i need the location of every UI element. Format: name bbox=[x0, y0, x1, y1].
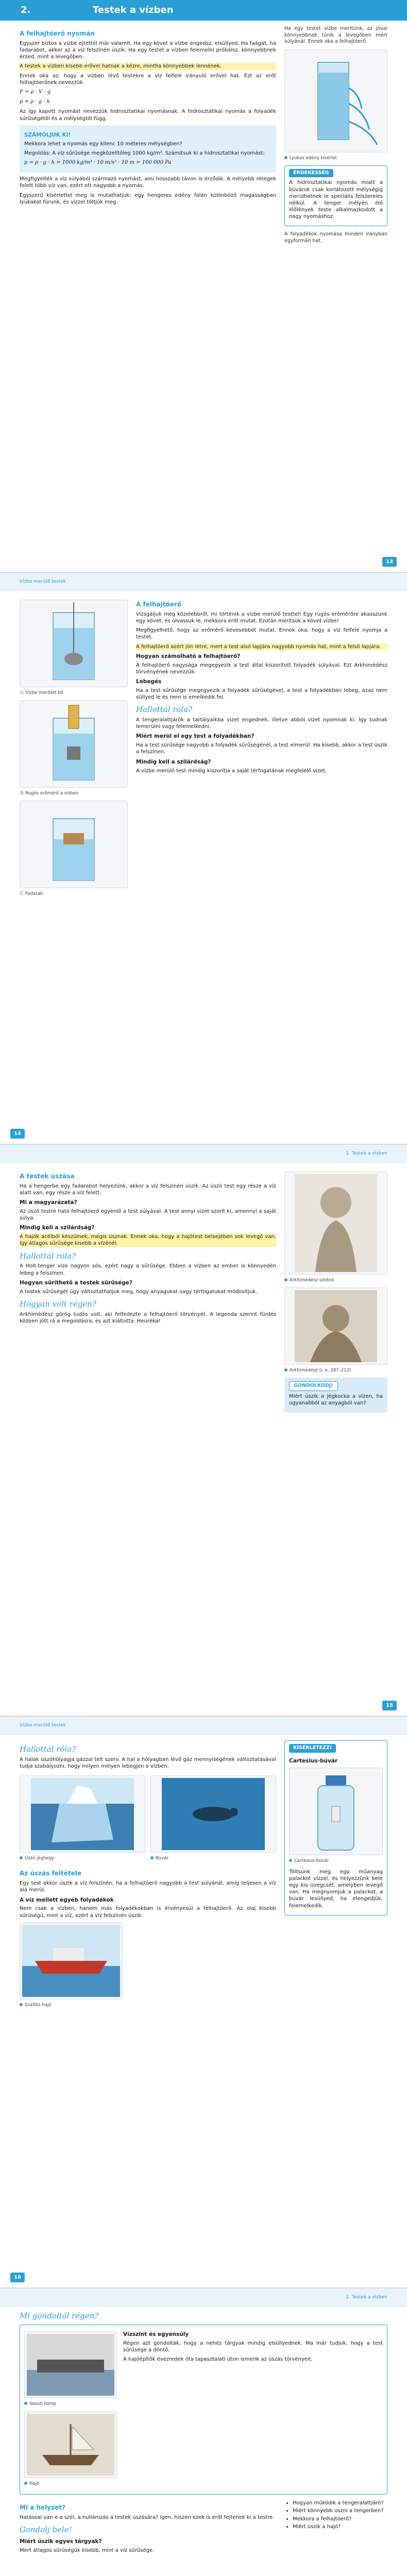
question-list bbox=[293, 2500, 387, 2530]
chapter-number: 2. bbox=[0, 0, 93, 21]
figure-c bbox=[20, 801, 128, 888]
running-header bbox=[0, 573, 407, 591]
list-item: • Miért úszik a hajó? bbox=[293, 2523, 387, 2530]
bottle-illustration bbox=[305, 1770, 367, 1853]
figure-caption: Ⓐ Vízbe merített kő bbox=[20, 690, 63, 696]
page-number: 13 bbox=[382, 557, 397, 567]
experiment-title: Cartesius-búvár bbox=[289, 1757, 338, 1764]
paragraph: Az úszó testre ható felhajtóerő egyenlő a test súlyával. A test annyi vizet szorít ki, amennyi a saját súlya. bbox=[20, 1209, 276, 1222]
list-item: • Mekkora a felhajtóerő? bbox=[293, 2516, 387, 2522]
page-number: 16 bbox=[10, 2273, 25, 2282]
side-note: Ha egy testet vízbe merítünk, az jóval könnyebbnek tűnik a levegőben mért súlyánál. Ennek oka a felhajtóerő. bbox=[284, 26, 387, 45]
figure-caption: Vasúti komp bbox=[24, 2401, 117, 2407]
subheading: Miért merül el egy test a folyadékban? bbox=[136, 733, 255, 740]
side-note: A folyadékok nyomása minden irányban egyformán hat. bbox=[284, 231, 387, 244]
paragraph: Nem csak a vízben, hanem más folyadékokban is érvényesül a felhajtóerő. Az olaj kisebb sűrűségű, mint a víz, ezért a víz felszínén úszik. bbox=[20, 1906, 276, 1919]
highlight-paragraph: A felhajtóerő azért jön létre, mert a test alsó lapjára nagyobb nyomás hat, mint a felső lapjára. bbox=[136, 643, 387, 650]
running-header bbox=[0, 2289, 407, 2307]
experiment-box bbox=[284, 1740, 387, 1916]
figure-holed-vessel bbox=[284, 49, 387, 152]
highlight-paragraph: A hajók acélból készülnek, mégis úsznak. Ennek oka, hogy a hajótest belsejében sok levegő van, így átlagos sűrűsége kisebb a vízénél. bbox=[20, 1234, 276, 1247]
figure-caption: Arkhimédész szobra bbox=[284, 1278, 387, 1283]
figure-caption: Cartesius-búvár bbox=[289, 1858, 383, 1864]
script-heading: Hallottál róla? bbox=[20, 1744, 76, 1754]
figure-diver bbox=[150, 1775, 276, 1853]
page-number: 14 bbox=[10, 1129, 25, 1139]
experiment-text: Töltsünk meg egy műanyag palackot vízzel, és helyezzünk bele egy kis üvegcsét, amelyben levegő van. Ha megnyomjuk a palackot, a búvár lesüllyed, ha elengedjük, felemelkedik. bbox=[289, 1869, 383, 1909]
subheading: Mi a magyarázata? bbox=[20, 1199, 77, 1206]
header-text: 2. Testek a vízben bbox=[346, 1151, 387, 1157]
holed-vessel-illustration bbox=[290, 52, 382, 150]
figure-iceberg bbox=[20, 1775, 145, 1853]
paragraph: Hatással van-e a szél, a hullámzás a testek úszására? Igen, hiszen ezek is erőt fejtenek ki a testre. bbox=[20, 2515, 275, 2521]
experiment-tag: KÍSÉRLETEZZ! bbox=[289, 1744, 336, 1753]
paragraph: A hajóépítők évezredek óta tapasztalati úton ismerik az úszás törvényeit. bbox=[123, 2357, 313, 2363]
box-answer: Megoldás: A víz sűrűsége megközelítőleg 1000 kg/m³. Számítsuk ki a hidrosztatikai nyomást: bbox=[24, 150, 265, 156]
figure-ship bbox=[20, 1922, 123, 1999]
subheading: Mindig kell a szilárdság? bbox=[20, 1225, 95, 1231]
figure-ferry bbox=[24, 2331, 117, 2398]
subheading: A víz mellett egyéb folyadékok bbox=[20, 1896, 114, 1903]
subheading: Miért úszik egyes tárgyak? bbox=[20, 2538, 102, 2545]
figure-old-ship bbox=[24, 2411, 117, 2478]
list-item: • Hogyan működik a tengeralattjáró? bbox=[293, 2500, 387, 2506]
subheading: Hogyan sűríthető a testek sűrűsége? bbox=[20, 1279, 132, 1286]
paragraph: A halak úszóhólyagja gázzal telt szerv. A hal a hólyagban lévő gáz mennyiségének változtatásával tudja szabályozni, hogy milyen mélyen lebegjen a vízben. bbox=[20, 1756, 276, 1769]
paragraph: Régen azt gondolták, hogy a nehéz tárgyak mindig elsüllyednek. Ma már tudjuk, hogy a test sűrűsége a döntő. bbox=[123, 2340, 383, 2353]
script-heading: Mi gondoltál régen? bbox=[20, 2311, 99, 2320]
script-heading: Hogyan volt régen? bbox=[20, 1299, 96, 1309]
paragraph: Ha a hengerbe egy fadarabot helyezünk, akkor a víz felszínén úszik. Az úszó test egy része a víz alatt van, egy része a víz felett. bbox=[20, 1183, 276, 1196]
think-text: Miért úszik a jégkocka a vízen, ha ugyanabból az anyagból van? bbox=[289, 1393, 383, 1406]
ferry-illustration bbox=[27, 2334, 114, 2396]
paragraph: Mert átlagos sűrűségük kisebb, mint a víz sűrűsége. bbox=[20, 2547, 155, 2553]
think-box bbox=[284, 1378, 387, 1413]
page-16 bbox=[0, 1716, 407, 2287]
wood-floating-illustration bbox=[35, 803, 112, 886]
paragraph: Egy test akkor úszik a víz felszínén, ha a felhajtóerő nagyobb a test súlyánál, amíg teljesen a víz alá merül. bbox=[20, 1880, 276, 1893]
interest-text: A hidrosztatikai nyomás miatt a búvárok csak korlátozott mélységig merülhetnek le speciális felszerelés nélkül. A tenger mélyén élő élőlények teste alkalmazkodott a nagy nyomáshoz. bbox=[289, 180, 383, 220]
paragraph: Ha a test sűrűsége nagyobb a folyadék sűrűségénél, a test elmerül. Ha kisebb, akkor a test úszik a felszínen. bbox=[136, 742, 387, 755]
chapter-header bbox=[0, 0, 407, 21]
formula: F = ρ · V · g bbox=[20, 89, 51, 95]
calculation-box bbox=[20, 125, 276, 173]
paragraph: Vizsgáljuk meg közelebbről, mi történik a vízbe merülő testtel! Egy rugós erőmérőre akasszunk egy követ, és olvassuk le, mekkora erőt mutat. Ezután merítsük a követ vízbe! bbox=[136, 611, 387, 624]
subheading: Mindig kell a szilárdság? bbox=[136, 758, 211, 765]
paragraph: Az így kapott nyomást nevezzük hidrosztatikai nyomásnak. A hidrosztatikai nyomás a folyadék sűrűségétől és a mélységtől függ. bbox=[20, 109, 276, 122]
figure-a bbox=[20, 600, 128, 687]
section-title: A felhajtóerő nyomán bbox=[20, 30, 95, 37]
box-formula: p = ρ · g · h = 1000 kg/m³ · 10 m/s² · 10 m = 100 000 Pa bbox=[24, 159, 172, 165]
formula: p = ρ · g · h bbox=[20, 99, 50, 105]
paragraph: A vízbe merülő test mindig kiszorítja a saját térfogatának megfelelő vizet. bbox=[136, 768, 327, 774]
section-title: A testek úszása bbox=[20, 1173, 75, 1180]
paragraph: A felhajtóerő nagysága megegyezik a test által kiszorított folyadék súlyával. Ezt Arkhimédész törvényének nevezzük. bbox=[136, 662, 387, 675]
interest-box bbox=[284, 165, 387, 227]
portrait-illustration bbox=[295, 1290, 377, 1362]
figure-caption: Búvár bbox=[150, 1856, 276, 1861]
paragraph: A Holt-tenger vize nagyon sós, ezért nagy a sűrűsége. Ebben a vízben az ember is könnyedén lebeg a felszínen. bbox=[20, 1263, 276, 1276]
ship-illustration bbox=[22, 1925, 120, 1997]
think-tag: GONDOLKODJ! bbox=[289, 1381, 338, 1391]
history-box bbox=[20, 2325, 387, 2495]
interest-tag: ÉRDEKESSÉG bbox=[289, 169, 333, 178]
subheading: Hogyan számolható a felhajtóerő? bbox=[136, 653, 241, 659]
page-14 bbox=[0, 572, 407, 1144]
section-title: A felhajtóerő bbox=[136, 601, 181, 608]
script-heading: Gondolj bele! bbox=[20, 2525, 72, 2535]
page-number: 15 bbox=[382, 1701, 397, 1710]
script-heading: Hallottál róla? bbox=[136, 705, 193, 715]
paragraph: Ennek oka az, hogy a vízben lévő testekre a víz felfelé irányuló erővel hat. Ezt az erőt felhajtóerőnek nevezzük. bbox=[20, 73, 276, 86]
highlight-paragraph: A testek a vízben kisebb erővel hatnak a kézre, mintha könnyebbek lennének. bbox=[20, 63, 276, 70]
page-13 bbox=[0, 0, 407, 572]
figure-caption: Arkhimédész (i. e. 287–212) bbox=[284, 1368, 387, 1374]
iceberg-illustration bbox=[31, 1778, 134, 1850]
page-17 bbox=[0, 2287, 407, 2576]
paragraph: Arkhimédész görög tudós volt, aki felfedezte a felhajtóerő törvényét. A legenda szerint fürdés közben jött rá a megoldásra, és azt kiáltotta: Heuréka! bbox=[20, 1311, 276, 1324]
figure-b bbox=[20, 700, 128, 788]
figure-caption: Szállító hajó bbox=[20, 2003, 276, 2008]
old-ship-illustration bbox=[27, 2414, 114, 2476]
section-title: Az úszás feltétele bbox=[20, 1870, 82, 1877]
subheading: Lebegés bbox=[136, 679, 162, 685]
figure-caption: Lyukas edény kísérlet bbox=[284, 156, 387, 161]
section-title: Mi a helyzet? bbox=[20, 2504, 65, 2512]
paragraph: Megfigyelhető, hogy az erőmérő kevesebbet mutat. Ennek oka, hogy a víz felfelé nyomja a testet. bbox=[136, 628, 387, 640]
list-item: • Miért könnyebb úszni a tengerben? bbox=[293, 2507, 387, 2514]
paragraph: Egyszerű kísérlettel meg is mutathatjuk: egy hengeres edény falán különböző magasságban lyukakat fúrunk, és vízzel töltjük meg. bbox=[20, 192, 276, 205]
script-heading: Hallottál róla? bbox=[20, 1251, 76, 1261]
paragraph: Ha a test sűrűsége megegyezik a folyadék sűrűségével, a test a folyadékban lebeg, azaz nem süllyed le és nem is emelkedik fel. bbox=[136, 687, 387, 701]
figure-caption: Hajó bbox=[24, 2481, 117, 2487]
figure-cartesian-diver bbox=[289, 1768, 383, 1855]
header-text: Vízbe merülő testek bbox=[20, 579, 66, 585]
diver-illustration bbox=[162, 1778, 265, 1850]
page-15 bbox=[0, 1144, 407, 1716]
paragraph: Megfigyelték a víz súlyából származó nyomást, ami hosszabb távon is érződik. A mélyebb rétegek felett több víz van, ezért ott nagyobb a nyomás. bbox=[20, 176, 276, 189]
paragraph: A tengeralattjárók a tartályaikba vizet engednek, illetve abból vizet nyomnak ki. Így tudnak lemerülni vagy felemelkedni. bbox=[136, 717, 387, 730]
box-title: SZÁMOLJUK KI! bbox=[24, 131, 71, 138]
header-text: 2. Testek a vízben bbox=[346, 2295, 387, 2300]
box-question: Mekkora lehet a nyomás egy kilenc 10 méteres mélységben? bbox=[24, 141, 182, 147]
statue-illustration bbox=[295, 1174, 377, 1272]
figure-statue bbox=[284, 1172, 387, 1275]
figure-caption: Ⓒ Fadarab bbox=[20, 891, 43, 897]
chapter-title: Testek a vízben bbox=[93, 0, 407, 21]
paragraph: A testek sűrűségét úgy változtathatjuk meg, hogy anyagukat vagy térfogatukat módosítjuk. bbox=[20, 1289, 258, 1295]
figure-portrait bbox=[284, 1287, 387, 1365]
header-text: Vízbe merülő testek bbox=[20, 1723, 66, 1728]
figure-caption: Ⓑ Rugós erőmérő a vízben bbox=[20, 791, 79, 796]
spring-scale-illustration bbox=[35, 703, 112, 785]
running-header bbox=[0, 1145, 407, 1163]
paragraph: Egyszer biztos a vízbe ejtettél már valamit. Ha egy követ a vízbe engedsz, elsüllyed. Ha faágat, ha fadarabot, akkor az a víz felszínén úszik. Ha egy testet a vízben felemelni próbálsz, könnyebbnek érzed, mint a levegőben. bbox=[20, 40, 276, 60]
box-title: Vízszint és egyensúly bbox=[123, 2331, 189, 2337]
running-header bbox=[0, 1717, 407, 1735]
figure-caption: Úszó jéghegy bbox=[20, 1856, 145, 1861]
stone-in-water-illustration bbox=[35, 602, 112, 685]
